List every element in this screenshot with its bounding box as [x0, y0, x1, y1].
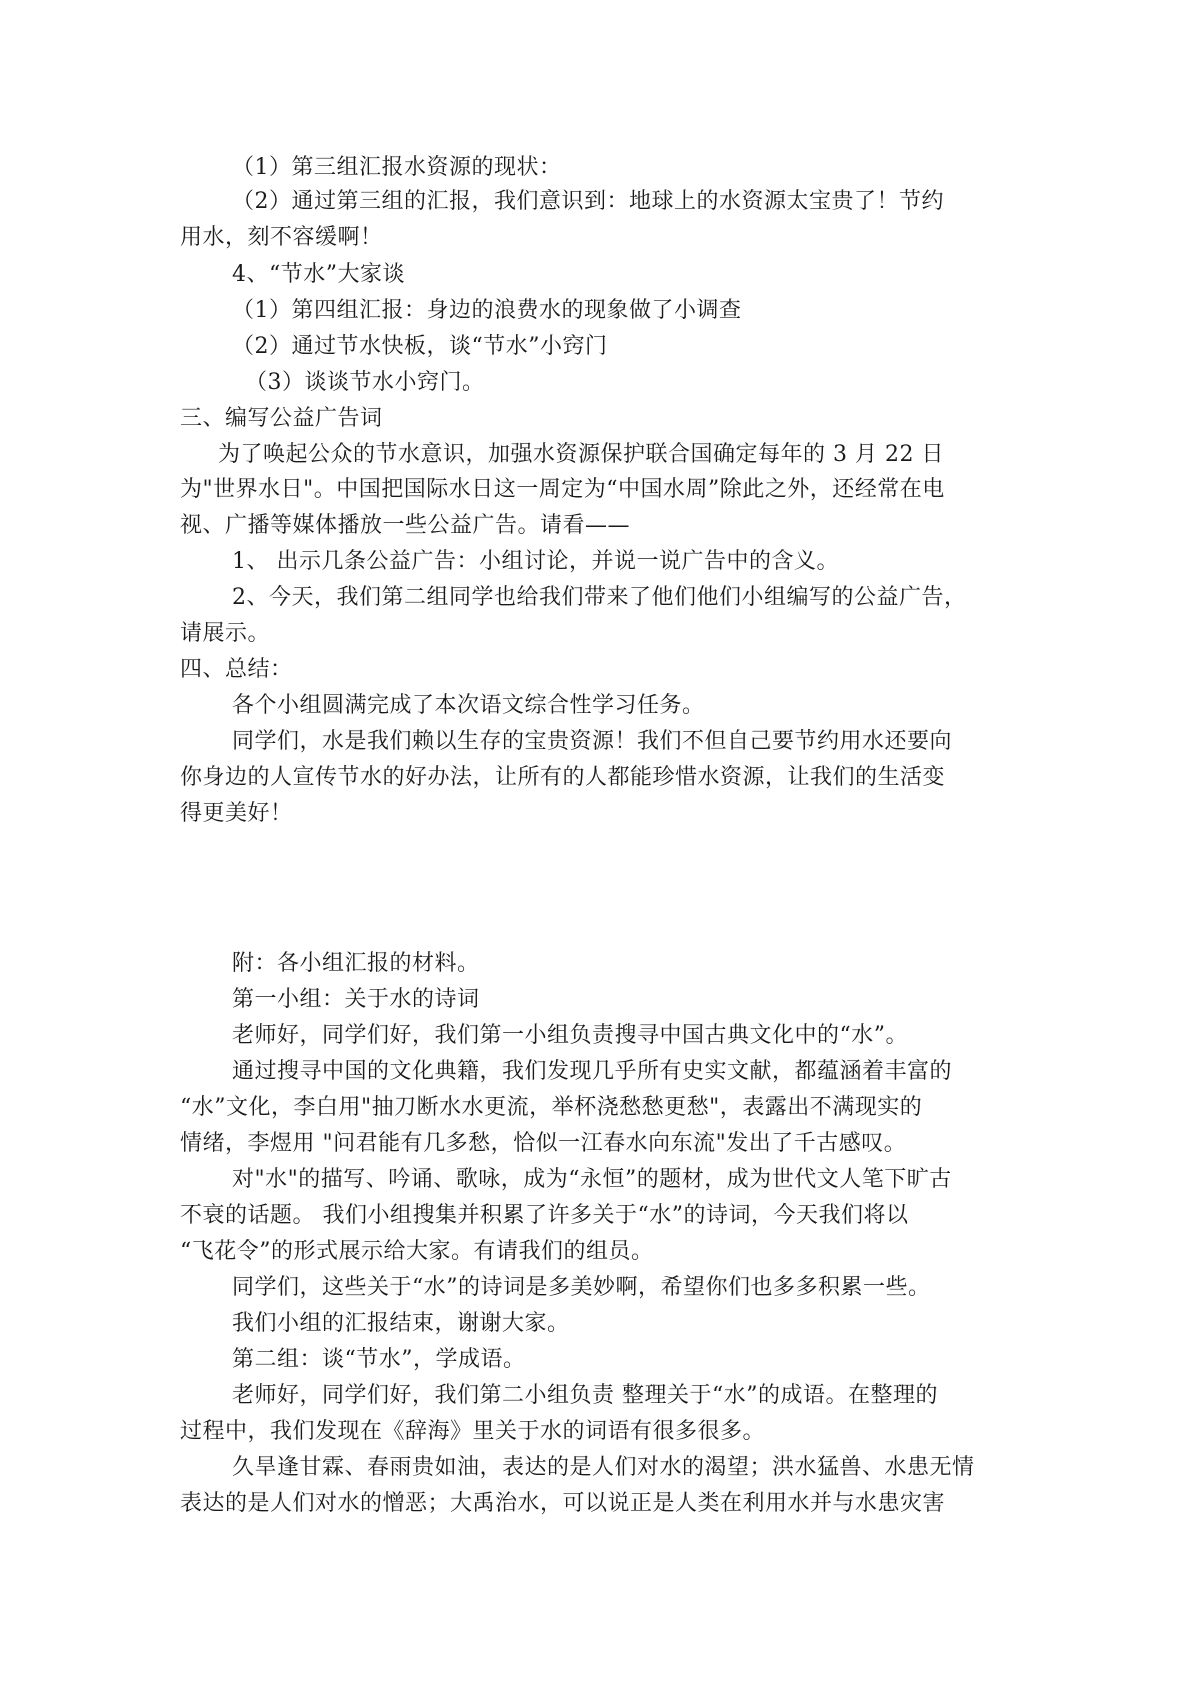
text-line: 1、 出示几条公益广告：小组讨论，并说一说广告中的含义。	[232, 549, 839, 574]
text-line: 视、广播等媒体播放一些公益广告。请看——	[180, 513, 631, 538]
text-line: 老师好，同学们好，我们第二小组负责 整理关于“水”的成语。在整理的	[232, 1383, 938, 1408]
text-line: 通过搜寻中国的文化典籍，我们发现几乎所有史实文献，都蕴涵着丰富的	[232, 1059, 953, 1084]
text-line: 对"水"的描写、吟诵、歌咏，成为“永恒”的题材，成为世代文人笔下旷古	[232, 1167, 952, 1192]
text-line: （1）第四组汇报：身边的浪费水的现象做了小调查	[232, 298, 742, 323]
text-line: （2）通过节水快板，谈“节水”小窍门	[232, 334, 608, 359]
text-line: 情绪，李煜用 "问君能有几多愁，恰似一江春水向东流"发出了千古感叹。	[180, 1131, 907, 1156]
text-line: 表达的是人们对水的憎恶；大禹治水，可以说正是人类在利用水并与水患灾害	[180, 1491, 946, 1516]
text-line: 2、今天，我们第二组同学也给我们带来了他们他们小组编写的公益广告，	[232, 585, 967, 610]
text-line: 得更美好！	[180, 801, 293, 826]
section-heading: 三、编写公益广告词	[180, 406, 383, 431]
text-line: 4、“节水”大家谈	[232, 262, 405, 287]
text-line: 为"世界水日"。中国把国际水日这一周定为“中国水周”除此之外，还经常在电	[180, 477, 945, 502]
text-line: 久旱逢甘霖、春雨贵如油，表达的是人们对水的渴望；洪水猛兽、水患无情	[232, 1455, 975, 1480]
text-line: 各个小组圆满完成了本次语文综合性学习任务。	[232, 693, 705, 718]
text-line: “水”文化，李白用"抽刀断水水更流，举杯浇愁愁更愁"，表露出不满现实的	[180, 1095, 923, 1120]
text-line: 不衰的话题。 我们小组搜集并积累了许多关于“水”的诗词，今天我们将以	[180, 1203, 909, 1228]
text-line: 第一小组：关于水的诗词	[232, 987, 480, 1012]
text-line: （1）第三组汇报水资源的现状：	[232, 155, 562, 180]
text-line: 第二组：谈“节水”，学成语。	[232, 1347, 526, 1372]
text-line: 为了唤起公众的节水意识，加强水资源保护联合国确定每年的 3 月 22 日	[218, 442, 944, 467]
text-line: 我们小组的汇报结束，谢谢大家。	[232, 1311, 570, 1336]
appendix-heading: 附：各小组汇报的材料。	[232, 951, 480, 976]
text-line: 同学们，这些关于“水”的诗词是多美妙啊，希望你们也多多积累一些。	[232, 1275, 931, 1300]
text-line: （2）通过第三组的汇报，我们意识到：地球上的水资源太宝贵了！节约	[232, 189, 944, 214]
text-line: 同学们，水是我们赖以生存的宝贵资源！我们不但自己要节约用水还要向	[232, 729, 953, 754]
text-line: “飞花令”的形式展示给大家。有请我们的组员。	[180, 1239, 654, 1264]
text-line: 请展示。	[180, 621, 271, 646]
text-line: 你身边的人宣传节水的好办法，让所有的人都能珍惜水资源，让我们的生活变	[180, 765, 946, 790]
section-heading: 四、总结：	[180, 657, 293, 682]
text-line: 老师好，同学们好，我们第一小组负责搜寻中国古典文化中的“水”。	[232, 1023, 908, 1048]
text-line: 过程中，我们发现在《辞海》里关于水的词语有很多很多。	[180, 1419, 766, 1444]
text-line: 用水，刻不容缓啊！	[180, 225, 383, 250]
text-line: （3）谈谈节水小窍门。	[245, 370, 485, 395]
